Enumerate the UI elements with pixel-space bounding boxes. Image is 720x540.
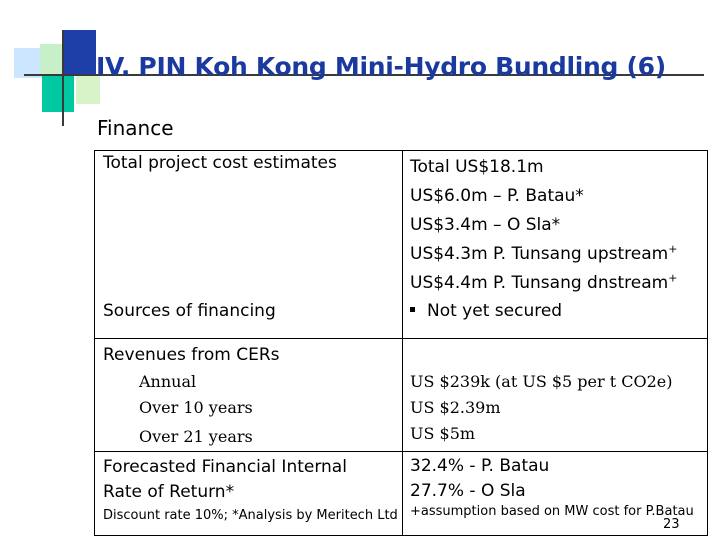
row-divider: [95, 338, 707, 339]
cost-p-batau: US$6.0m – P. Batau*: [410, 186, 584, 206]
cers-annual-label: Annual: [139, 372, 197, 391]
firr-label-line1: Forecasted Financial Internal: [103, 457, 347, 477]
footnote-assumption: +assumption based on MW cost for P.Batau: [410, 504, 694, 519]
cers-10yr-value: US $2.39m: [410, 398, 501, 417]
cost-label: Total project cost estimates: [103, 153, 337, 173]
cost-o-sla: US$3.4m – O Sla*: [410, 215, 561, 235]
cost-values: [410, 153, 677, 298]
cost-p-tunsang-dnstream: US$4.4m P. Tunsang dnstream+: [410, 271, 678, 293]
firr-o-sla: 27.7% - O Sla: [410, 481, 526, 501]
finance-table: [94, 150, 708, 536]
cost-total: Total US$18.1m: [410, 157, 544, 177]
row-divider: [95, 451, 707, 452]
decorative-vertical-rule: [62, 30, 64, 126]
financing-label: Sources of financing: [103, 301, 276, 321]
firr-label-line2: Rate of Return*: [103, 482, 235, 502]
cers-21yr-label: Over 21 years: [139, 427, 253, 446]
section-heading: Finance: [97, 116, 174, 140]
cers-10yr-label: Over 10 years: [139, 398, 253, 417]
decorative-square-blue: [64, 30, 96, 74]
firr-p-batau: 32.4% - P. Batau: [410, 456, 550, 476]
column-divider: [402, 151, 403, 535]
cers-label: Revenues from CERs: [103, 345, 280, 365]
decorative-square-green: [42, 74, 74, 112]
cost-p-tunsang-upstream: US$4.3m P. Tunsang upstream+: [410, 242, 678, 264]
slide-title: IV. PIN Koh Kong Mini-Hydro Bundling (6): [96, 52, 666, 81]
bullet-icon: [410, 307, 415, 312]
cers-annual-value: US $239k (at US $5 per t CO2e): [410, 372, 673, 391]
footnote-discount-rate: Discount rate 10%; *Analysis by Meritech Ltd: [103, 508, 398, 523]
cers-21yr-value: US $5m: [410, 424, 476, 443]
financing-value: Not yet secured: [410, 301, 562, 321]
page-number: 23: [663, 517, 680, 532]
